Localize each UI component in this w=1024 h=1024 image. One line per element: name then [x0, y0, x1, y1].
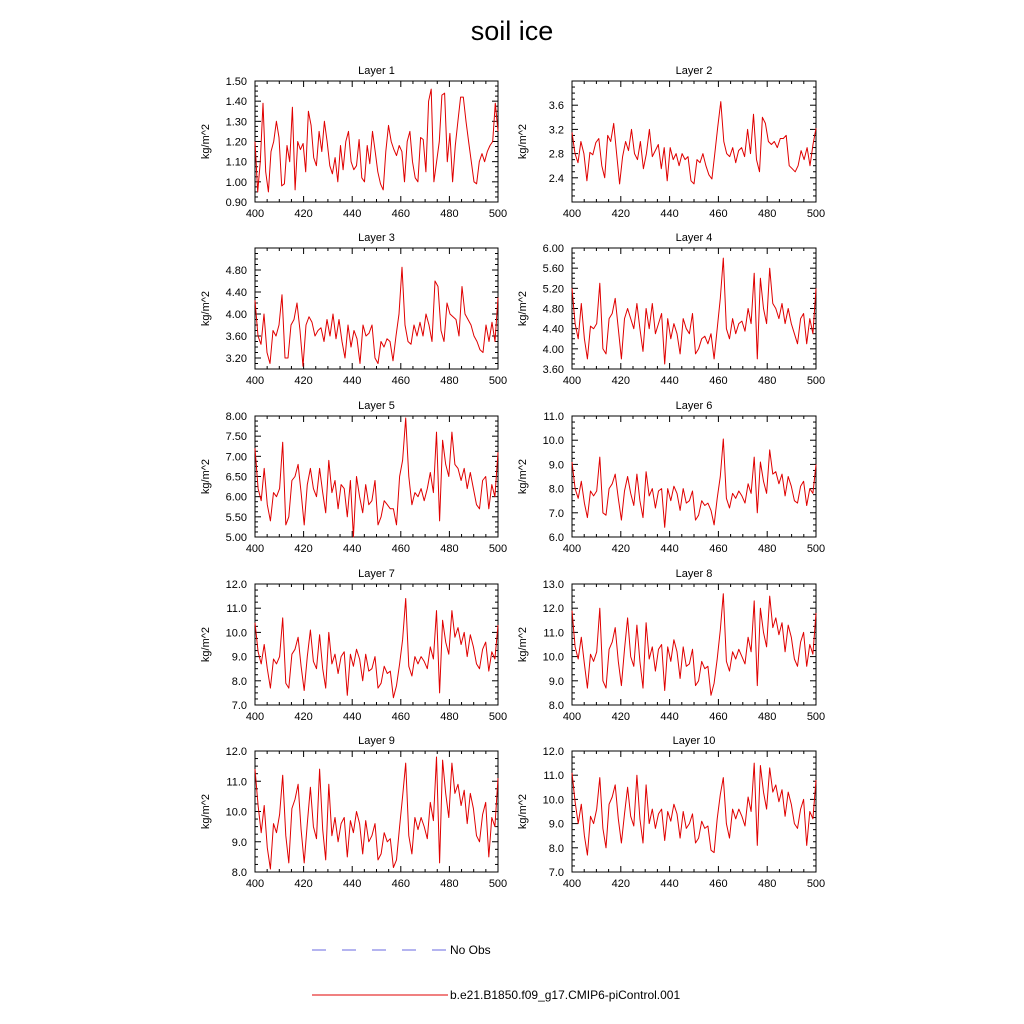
panel-2-xtick-label: 460	[709, 208, 728, 220]
panel-3-series-line	[255, 267, 498, 366]
panel-6-ylabel: kg/m^2	[517, 458, 529, 495]
panel-10-series-line	[572, 763, 816, 855]
panel-9-xtick-label: 420	[294, 878, 313, 890]
panel-7-ytick-label: 7.0	[231, 700, 247, 712]
panel-2-ytick-label: 2.4	[548, 172, 564, 185]
panel-8-title: Layer 8	[675, 568, 713, 580]
panel-6-ytick-label: 11.0	[543, 411, 564, 423]
panel-8-ytick-label: 10.0	[542, 651, 564, 664]
panel-1-ytick-label: 1.30	[225, 116, 247, 129]
panel-6-ytick-label: 7.0	[548, 507, 564, 520]
panel-7-ylabel: kg/m^2	[200, 626, 212, 663]
panel-1-series-line	[255, 89, 498, 192]
panel-7-series-line	[255, 599, 498, 698]
panel-6-title: Layer 6	[675, 400, 713, 412]
legend-label-no-obs: No Obs	[450, 943, 491, 957]
panel-7-ytick-label: 10.0	[225, 627, 247, 640]
panel-5-ytick-label: 6.00	[225, 491, 247, 504]
panel-10-ylabel: kg/m^2	[517, 793, 529, 830]
panel-9-ytick-label: 11.0	[226, 776, 247, 789]
panel-9-ytick-label: 9.0	[231, 836, 247, 849]
panel-1-ylabel: kg/m^2	[200, 123, 212, 160]
panel-8-ytick-label: 8.0	[548, 700, 564, 712]
panel-5-xtick-label: 400	[245, 543, 265, 555]
panel-1-ytick-label: 1.50	[225, 76, 247, 88]
panel-8-ytick-label: 13.0	[542, 579, 564, 591]
panel-7-xtick-label: 440	[343, 711, 362, 723]
panel-5-ytick-label: 6.50	[225, 471, 247, 484]
panel-5-ytick-label: 7.00	[225, 451, 247, 464]
panel-3-frame	[255, 248, 498, 369]
panel-10-xtick-label: 440	[660, 878, 679, 890]
panel-10-ytick-label: 7.0	[548, 867, 564, 879]
panel-10-title: Layer 10	[672, 735, 716, 747]
panel-7-ytick-label: 9.0	[231, 651, 247, 664]
panel-1-xtick-label: 400	[245, 208, 265, 220]
panel-3-ytick-label: 4.80	[225, 265, 247, 277]
panel-2-ytick-label: 3.6	[548, 100, 564, 113]
panel-1-title: Layer 1	[358, 65, 395, 77]
panel-4-frame	[572, 248, 816, 369]
panel-4-ytick-label: 6.00	[542, 243, 564, 255]
panel-8-ylabel: kg/m^2	[517, 626, 529, 663]
panel-10-xtick-label: 420	[611, 878, 630, 890]
panel-2-xtick-label: 440	[660, 208, 679, 220]
panel-9-xtick-label: 460	[391, 878, 410, 890]
panel-5-ytick-label: 5.00	[225, 532, 247, 544]
panel-4-ytick-label: 3.60	[542, 364, 564, 376]
panel-4-ytick-label: 4.80	[542, 303, 564, 316]
panel-5-ylabel: kg/m^2	[200, 458, 212, 495]
panel-7-ytick-label: 8.0	[231, 675, 247, 688]
panel-6-xtick-label: 500	[806, 543, 826, 555]
panel-3-xtick-label: 480	[440, 375, 459, 387]
panel-3-xtick-label: 420	[294, 375, 313, 387]
panel-10-ytick-label: 8.0	[548, 842, 564, 855]
panel-4-xtick-label: 440	[660, 375, 679, 387]
panel-2-xtick-label: 500	[806, 208, 826, 220]
panel-2-xtick-label: 400	[562, 208, 582, 220]
panel-8-ytick-label: 12.0	[542, 603, 564, 616]
panel-7-title: Layer 7	[358, 568, 395, 580]
panel-6-series-line	[572, 439, 816, 527]
panel-4-ytick-label: 4.00	[542, 343, 564, 356]
panel-2-title: Layer 2	[675, 65, 713, 77]
panel-6-xtick-label: 440	[660, 543, 679, 555]
panel-4-xtick-label: 420	[611, 375, 630, 387]
panel-9-ytick-label: 12.0	[225, 746, 247, 758]
page-title: soil ice	[470, 16, 554, 46]
panel-5-xtick-label: 460	[391, 543, 410, 555]
panel-5-xtick-label: 420	[294, 543, 313, 555]
panel-4-xtick-label: 460	[709, 375, 728, 387]
panel-3-title: Layer 3	[358, 232, 395, 244]
panel-5-frame	[255, 416, 498, 537]
panel-1-ytick-label: 1.10	[225, 156, 247, 169]
panel-8-xtick-label: 460	[709, 711, 728, 723]
panel-9-ytick-label: 8.0	[231, 867, 247, 879]
panel-9-title: Layer 9	[358, 735, 395, 747]
panel-9-xtick-label: 500	[488, 878, 508, 890]
panel-10-ytick-label: 10.0	[542, 794, 564, 807]
panel-3-ylabel: kg/m^2	[200, 290, 212, 327]
panel-6-xtick-label: 460	[709, 543, 728, 555]
panel-4-title: Layer 4	[675, 232, 713, 244]
panel-4-ytick-label: 4.40	[542, 323, 564, 336]
legend-label-model: b.e21.B1850.f09_g17.CMIP6-piControl.001	[450, 988, 681, 1002]
panel-1-ytick-label: 1.00	[225, 176, 247, 189]
panel-5-xtick-label: 440	[343, 543, 362, 555]
panel-7-xtick-label: 400	[245, 711, 265, 723]
panel-8-xtick-label: 440	[660, 711, 679, 723]
panel-8-xtick-label: 420	[611, 711, 630, 723]
panel-4-ytick-label: 5.60	[542, 263, 564, 276]
panel-1-frame	[255, 81, 498, 202]
panel-8-xtick-label: 480	[758, 711, 777, 723]
panel-4-xtick-label: 400	[562, 375, 582, 387]
panel-5-ytick-label: 5.50	[225, 511, 247, 524]
panel-8-ytick-label: 9.0	[548, 675, 564, 688]
panel-2-series-line	[572, 102, 816, 184]
panel-10-xtick-label: 480	[758, 878, 777, 890]
panel-3-ytick-label: 4.40	[225, 287, 247, 299]
panel-4-series-line	[572, 258, 816, 364]
panel-1-xtick-label: 480	[440, 208, 459, 220]
panel-9-ytick-label: 10.0	[225, 806, 247, 819]
panel-2-ytick-label: 3.2	[548, 124, 564, 137]
panel-3-ytick-label: 3.20	[225, 353, 247, 365]
panel-9-xtick-label: 440	[343, 878, 362, 890]
panel-3-ytick-label: 3.60	[225, 331, 247, 343]
panel-1-xtick-label: 500	[488, 208, 508, 220]
panel-1-xtick-label: 420	[294, 208, 313, 220]
panel-5-ytick-label: 7.50	[225, 431, 247, 444]
panel-6-ytick-label: 10.0	[542, 435, 564, 448]
panel-1-ytick-label: 1.40	[225, 96, 247, 109]
panel-5-title: Layer 5	[358, 400, 395, 412]
panel-8-ytick-label: 11.0	[543, 627, 564, 640]
panel-8-series-line	[572, 594, 816, 696]
panel-4-xtick-label: 480	[758, 375, 777, 387]
panel-7-xtick-label: 500	[488, 711, 508, 723]
panel-8-xtick-label: 400	[562, 711, 582, 723]
panel-7-xtick-label: 460	[391, 711, 410, 723]
panel-6-ytick-label: 8.0	[548, 483, 564, 496]
panel-1-ytick-label: 0.90	[225, 197, 247, 209]
panel-5-xtick-label: 500	[488, 543, 508, 555]
panel-9-xtick-label: 400	[245, 878, 265, 890]
panel-3-xtick-label: 500	[488, 375, 508, 387]
panel-10-xtick-label: 400	[562, 878, 582, 890]
panel-3-xtick-label: 440	[343, 375, 362, 387]
panel-3-ytick-label: 4.00	[225, 309, 247, 321]
panel-6-ytick-label: 9.0	[548, 459, 564, 472]
panel-2-ylabel: kg/m^2	[517, 123, 529, 160]
panel-1-xtick-label: 440	[343, 208, 362, 220]
panel-1-ytick-label: 1.20	[225, 136, 247, 149]
panel-9-xtick-label: 480	[440, 878, 459, 890]
panel-3-xtick-label: 400	[245, 375, 265, 387]
panel-7-ytick-label: 11.0	[226, 603, 247, 616]
panel-10-ytick-label: 11.0	[543, 770, 564, 783]
panel-2-xtick-label: 480	[758, 208, 777, 220]
panel-6-xtick-label: 420	[611, 543, 630, 555]
panel-10-ytick-label: 9.0	[548, 818, 564, 831]
panel-4-xtick-label: 500	[806, 375, 826, 387]
panel-9-series-line	[255, 757, 498, 869]
panel-10-xtick-label: 500	[806, 878, 826, 890]
panel-1-xtick-label: 460	[391, 208, 410, 220]
panel-2-ytick-label: 2.8	[548, 148, 564, 161]
panel-4-ytick-label: 5.20	[542, 283, 564, 296]
panel-7-xtick-label: 480	[440, 711, 459, 723]
panel-7-xtick-label: 420	[294, 711, 313, 723]
panel-2-xtick-label: 420	[611, 208, 630, 220]
panel-5-xtick-label: 480	[440, 543, 459, 555]
panel-3-xtick-label: 460	[391, 375, 410, 387]
panel-6-xtick-label: 480	[758, 543, 777, 555]
panel-9-ylabel: kg/m^2	[200, 793, 212, 830]
panel-5-ytick-label: 8.00	[225, 411, 247, 423]
panel-5-series-line	[255, 418, 498, 537]
panel-8-frame	[572, 584, 816, 705]
panel-10-xtick-label: 460	[709, 878, 728, 890]
panel-4-ylabel: kg/m^2	[517, 290, 529, 327]
panel-8-xtick-label: 500	[806, 711, 826, 723]
panel-10-ytick-label: 12.0	[542, 746, 564, 758]
panel-6-ytick-label: 6.0	[548, 532, 564, 544]
panel-6-frame	[572, 416, 816, 537]
panel-7-ytick-label: 12.0	[225, 579, 247, 591]
panel-6-xtick-label: 400	[562, 543, 582, 555]
